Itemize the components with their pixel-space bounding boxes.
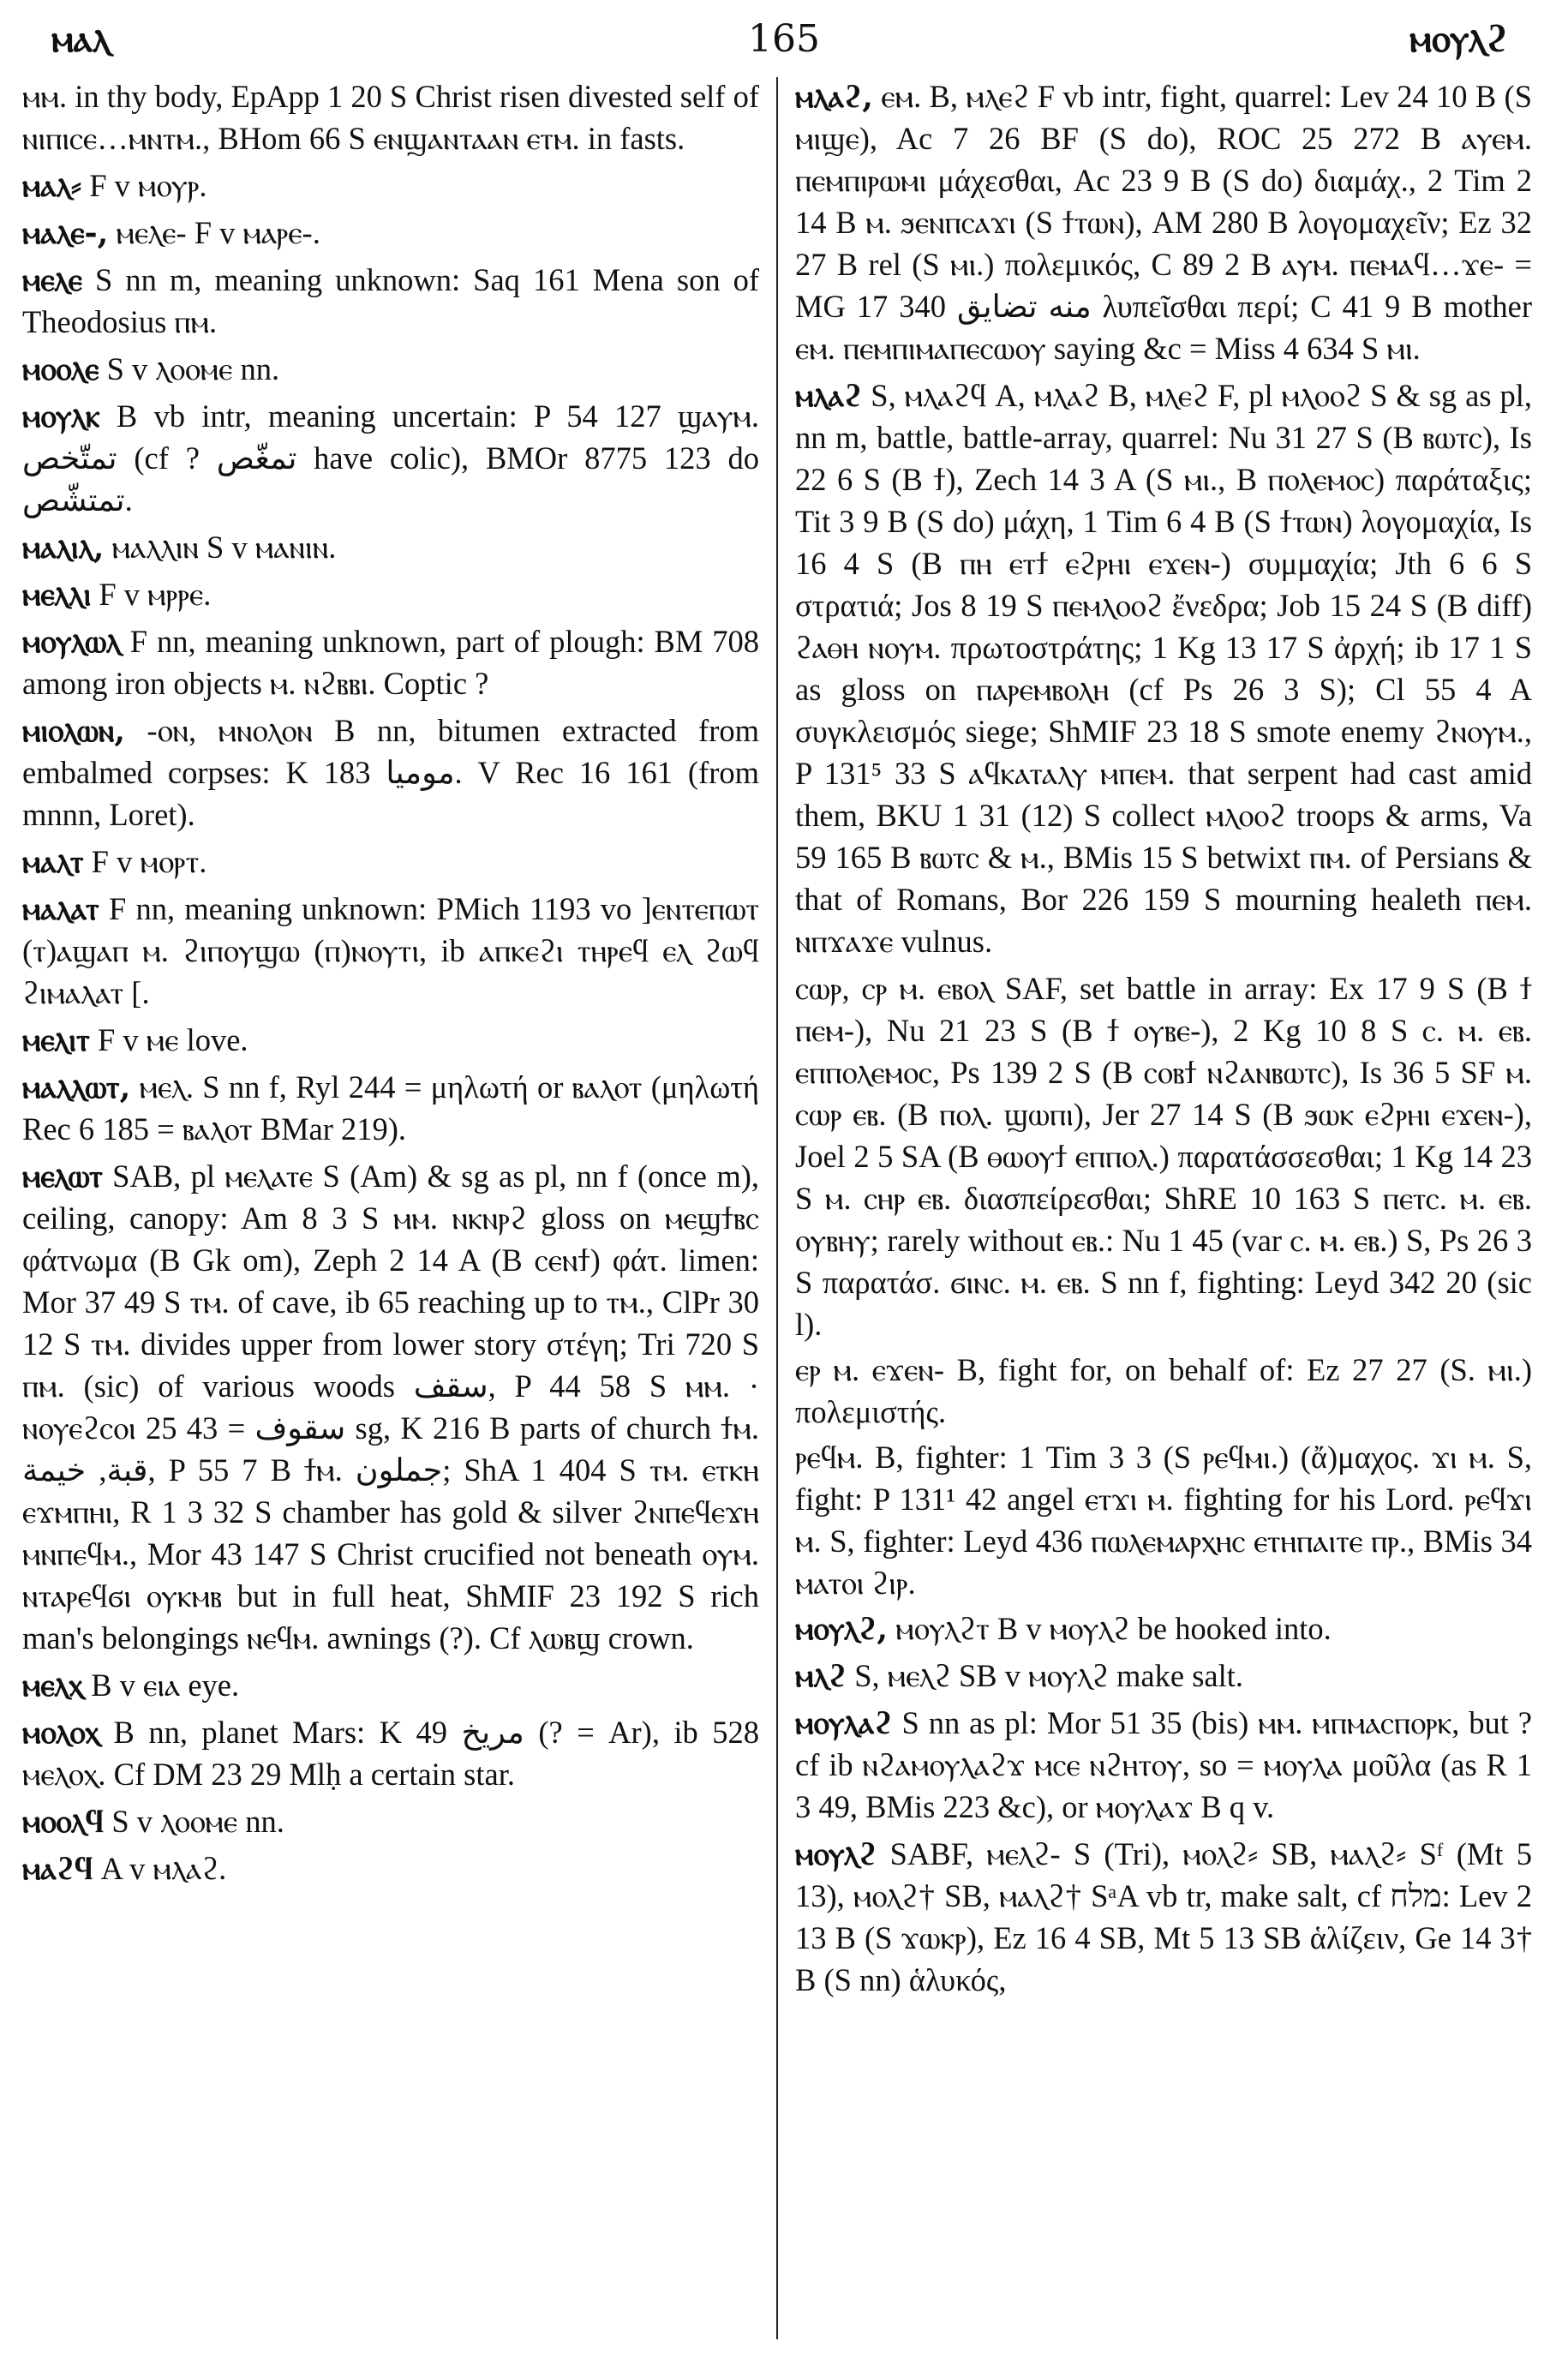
dictionary-entry: ⲙⲉⲗⲭ B v ⲉⲓⲁ eye.: [22, 1667, 240, 1703]
dictionary-entry: ⲙⲉⲗⲗⲓ F v ⲙⲣⲣⲉ.: [22, 576, 212, 613]
right-column: [795, 75, 1532, 2355]
running-head-left: ⲙⲁⲗ: [51, 17, 111, 61]
dictionary-entry: ⲙⲁⲗⲧ F v ⲙⲟⲣⲧ.: [22, 843, 207, 880]
dictionary-entry: ⲙⲗⲁϩ S, ⲙⲗⲁϩϥ A, ⲙⲗⲁϩ B, ⲙⲗⲉϩ F, pl ⲙⲗⲟⲟϩ S & sg as pl, nn m, battle, battle-array, quarrel: Nu 31 27 S (B ⲃⲱⲧⲥ), Is 22 6 S (B ϯ), Zech 14 3 A (S ⲙⲓ., B ⲡⲟⲗⲉⲙⲟⲥ) παράταξις; Tit 3 9 B (S do) μάχη, 1 Tim 6 4 B (S ϯⲧⲱⲛ) λογομαχία, Is 16 4 S (B ⲡⲏ ⲉⲧϯ ⲉϩⲣⲏⲓ ⲉϫⲉⲛ-) συμμαχία; Jth 6 6 S στρατιά; Jos 8 19 S ⲡⲉⲙⲗⲟⲟϩ ἔνεδρα; Job 15 24 S (B diff) ϩⲁⲑⲏ ⲛⲟⲩⲙ. πρωτοστράτης; 1 Kg 13 17 S ἀρχή; ib 17 1 S as gloss on ⲡⲁⲣⲉⲙⲃⲟⲗⲏ (cf Ps 26 3 S); Cl 55 4 A συγκλεισμός siege; ShMIF 23 18 S smote enemy ϩⲛⲟⲩⲙ., P 131⁵ 33 S ⲁϥⲕⲁⲧⲁⲗⲩ ⲙⲡⲉⲙ. that serpent had cast amid them, BKU 1 31 (12) S collect ⲙⲗⲟⲟϩ troops & arms, Va 59 165 B ⲃⲱⲧⲥ & ⲙ., BMis 15 S betwixt ⲡⲙ. of Persians & that of Romans, Bor 226 159 S mourning healeth ⲡⲉⲙ. ⲛⲡϫⲁϫⲉ vulnus.: [795, 377, 1532, 959]
dictionary-entry: ⲙⲟⲩⲗⲕ B vb intr, meaning uncertain: P 54 127 ϣⲁⲩⲙ. تمتّخص (cf ? تمغّص have colic), BMOr 8775 123 do تمتشّص.: [22, 398, 759, 518]
dictionary-entry: ⲙⲁⲗⲁⲧ F nn, meaning unknown: PMich 1193 vo ]ⲉⲛⲧⲉⲡⲱⲧ (ⲧ)ⲁϣⲁⲡ ⲙ. ϩⲓⲡⲟⲩϣⲱ (ⲡ)ⲛⲟⲩⲧⲓ, ib ⲁⲡⲕⲉϩⲓ ⲧⲏⲣⲉϥ ⲉⲗ ϩⲱϥ ϩⲓⲙⲁⲗⲁⲧ [.: [22, 890, 759, 1010]
dictionary-entry: ⲙⲟⲗⲟⲭ B nn, planet Mars: K 49 مريخ (? = Ar), ib 528 ⲙⲉⲗⲟⲭ. Cf DM 23 29 Mlḥ a certain star.: [22, 1714, 759, 1792]
dictionary-entry: ⲙⲟⲩⲗⲱⲗ F nn, meaning unknown, part of plough: BM 708 among iron objects ⲙ. ⲛϩⲃⲃⲓ. Coptic ?: [22, 623, 759, 701]
dictionary-entry: ⲙⲁⲗⲗⲱⲧ, ⲙⲉⲗ. S nn f, Ryl 244 = μηλωτή or ⲃⲁⲗⲟⲧ (μηλωτή Rec 6 185 = ⲃⲁⲗⲟⲧ BMar 219).: [22, 1069, 759, 1147]
dictionary-entry: ⲙⲉⲗⲉ S nn m, meaning unknown: Saq 161 Mena son of Theodosius ⲡⲙ.: [22, 261, 759, 339]
dictionary-entry: ⲙⲁⲗⲉ-, ⲙⲉⲗⲉ- F v ⲙⲁⲣⲉ-.: [22, 214, 320, 251]
dictionary-entry: ⲙⲉⲗⲱⲧ SAB, pl ⲙⲉⲗⲁⲧⲉ S (Am) & sg as pl, nn f (once m), ceiling, canopy: Am 8 3 S ⲙⲙ. ⲛⲕⲛⲣϩ gloss on ⲙⲉϣϯⲃⲥ φάτνωμα (B Gk om), Zeph 2 14 A (B ⲥⲉⲛϯ) φάτ. limen: Mor 37 49 S ⲧⲙ. of cave, ib 65 reaching up to ⲧⲙ., ClPr 30 12 S ⲧⲙ. divides upper from lower story στέγη; Tri 720 S ⲡⲙ. (sic) of various woods سقف, P 44 58 S ⲙⲙ. · ⲛⲟⲩⲉϩⲥⲟⲓ سقوف = 43 25 sg, K 216 B parts of church ϯⲙ. قبة, خيمة, P 55 7 B ϯⲙ. جملون; ShA 1 404 S ⲧⲙ. ⲉⲧⲕⲏ ⲉϫⲙⲡⲏⲓ, R 1 3 32 S chamber has gold & silver ϩⲛⲡⲉϥⲉϫⲏ ⲙⲛⲡⲉϥⲙ., Mor 43 147 S Christ crucified not beneath ⲟⲩⲙ. ⲛⲧⲁⲣⲉϥϭⲓ ⲟⲩⲕⲙⲃ but in full heat, ShMIF 23 192 S rich man's belongings ⲛⲉϥⲙ. awnings (?). Cf ⲗⲱⲃϣ crown.: [22, 1158, 759, 1656]
dictionary-entry: ⲙⲟⲟⲗϥ S v ⲗⲟⲟⲙⲉ nn.: [22, 1803, 284, 1840]
dictionary-subentry: ⲉⲣ ⲙ. ⲉϫⲉⲛ- B, fight for, on behalf of: Ez 27 27 (S. ⲙⲓ.) πολεμιστής.: [795, 1352, 1532, 1429]
dictionary-subentry: ⲣⲉϥⲙ. B, fighter: 1 Tim 3 3 (S ⲣⲉϥⲙⲓ.) (ἄ)μαχος. ϫⲓ ⲙ. S, fight: P 131¹ 42 angel ⲉⲧϫⲓ ⲙ. fighting for his Lord. ⲣⲉϥϫⲓ ⲙ. S, fighter: Leyd 436 ⲡⲱⲗⲉⲙⲁⲣⲭⲏⲥ ⲉⲧⲏⲡⲁⲓⲧⲉ ⲡⲣ., BMis 34 ⲙⲁⲧⲟⲓ ϩⲓⲣ.: [795, 1440, 1532, 1601]
dictionary-subentry: ⲥⲱⲣ, ⲥⲣ ⲙ. ⲉⲃⲟⲗ SAF, set battle in array: Ex 17 9 S (B ϯ ⲡⲉⲙ-), Nu 21 23 S (B ϯ ⲟⲩⲃⲉ-), 2 Kg 10 8 S ⲥ. ⲙ. ⲉⲃ. ⲉⲡⲡⲟⲗⲉⲙⲟⲥ, Ps 139 2 S (B ⲥⲟⲃϯ ⲛϩⲁⲛⲃⲱⲧⲥ), Is 36 5 SF ⲙ. ⲥⲱⲣ ⲉⲃ. (B ⲡⲟⲗ. ϣⲱⲡⲓ), Jer 27 14 S (B ϧⲱⲕ ⲉϩⲣⲏⲓ ⲉϫⲉⲛ-), Joel 2 5 SA (B ⲑⲱⲟⲩϯ ⲉⲡⲡⲟⲗ.) παρατάσσεσθαι; 1 Kg 14 23 S ⲙ. ⲥⲏⲣ ⲉⲃ. διασπείρεσθαι; ShRE 10 163 S ⲡⲉⲧⲥ. ⲙ. ⲉⲃ. ⲟⲩⲃⲏⲩ; rarely without ⲉⲃ.: Nu 1 45 (var ⲥ. ⲙ. ⲉⲃ.) S, Ps 26 3 S παρατάσ. ϭⲓⲛⲥ. ⲙ. ⲉⲃ. S nn f, fighting: Leyd 342 20 (sic l).: [795, 971, 1532, 1342]
dictionary-entry: ⲙⲉⲗⲓⲧ F v ⲙⲉ love.: [22, 1021, 248, 1058]
running-head-right: ⲙⲟⲩⲗϩ: [1409, 17, 1508, 61]
dictionary-entry: ⲙⲓⲟⲗⲱⲛ, -ⲟⲛ, ⲙⲛⲟⲗⲟⲛ B nn, bitumen extracted from embalmed corpses: K 183 موميا. V Rec 16 161 (from mnnn, Loret).: [22, 712, 759, 832]
left-column: [22, 75, 759, 2355]
dictionary-entry: ⲙⲙ. in thy body, EpApp 1 20 S Christ risen divested self of ⲛⲓⲡⲓⲥⲉ…ⲙⲛⲧⲙ., BHom 66 S ⲉⲛϣⲁⲛⲧⲁⲁⲛ ⲉⲧⲙ. in fasts.: [22, 79, 759, 156]
dictionary-entry: ⲙⲟⲩⲗⲁϩ S nn as pl: Mor 51 35 (bis) ⲙⲙ. ⲙⲡⲙⲁⲥⲡⲟⲣⲕ, but ? cf ib ⲛϩⲁⲙⲟⲩⲗⲁϩϫ ⲙⲥⲉ ⲛϩⲏⲧⲟⲩ, so = ⲙⲟⲩⲗⲁ μοῦλα (as R 1 3 49, BMis 223 &c), or ⲙⲟⲩⲗⲁϫ B q v.: [795, 1704, 1532, 1824]
dictionary-entry: ⲙⲁⲗ⸗ F v ⲙⲟⲩⲣ.: [22, 167, 207, 204]
dictionary-entry: ⲙⲁϩϥ A v ⲙⲗⲁϩ.: [22, 1850, 227, 1887]
dictionary-entry: ⲙⲟⲩⲗϩ SABF, ⲙⲉⲗϩ- S (Tri), ⲙⲟⲗϩ⸗ SB, ⲙⲁⲗϩ⸗ Sᶠ (Mt 5 13), ⲙⲟⲗϩ† SB, ⲙⲁⲗϩ† SᵃA vb tr, make salt, cf מלח: Lev 2 13 B (S ϫⲱⲕⲣ), Ez 16 4 SB, Mt 5 13 SB ἁλίζειν, Ge 14 3† B (S nn) ἁλυκός,: [795, 1835, 1532, 1997]
dictionary-entry: ⲙⲟⲟⲗⲉ S v ⲗⲟⲟⲙⲉ nn.: [22, 350, 280, 387]
dictionary-entry: ⲙⲗϩ S, ⲙⲉⲗϩ SB v ⲙⲟⲩⲗϩ make salt.: [795, 1657, 1244, 1694]
dictionary-entry: ⲙⲁⲗⲓⲗ, ⲙⲁⲗⲗⲓⲛ S v ⲙⲁⲛⲓⲛ.: [22, 529, 337, 566]
page-number: 165: [748, 17, 820, 61]
dictionary-entry: ⲙⲟⲩⲗϩ, ⲙⲟⲩⲗϩⲧ B v ⲙⲟⲩⲗϩ be hooked into.: [795, 1610, 1332, 1647]
column-divider: [776, 77, 778, 2339]
page-header: [0, 12, 1568, 72]
dictionary-entry: ⲙⲗⲁϩ, ⲉⲙ. B, ⲙⲗⲉϩ F vb intr, fight, quarrel: Lev 24 10 B (S ⲙⲓϣⲉ), Ac 7 26 BF (S do), ROC 25 272 B ⲁⲩⲉⲙ. ⲡⲉⲙⲡⲓⲣⲱⲙⲓ μάχεσθαι, Ac 23 9 B (S do) διαμάχ., 2 Tim 2 14 B ⲙ. ϧⲉⲛⲡⲥⲁϫⲓ (S ϯⲧⲱⲛ), AM 280 B λογομαχεῖν; Ez 32 27 B rel (S ⲙⲓ.) πολεμικός, C 89 2 B ⲁⲩⲙ. ⲡⲉⲙⲁϥ…ϫⲉ- = MG 17 340 منه تضايق λυπεῖσθαι περί; C 41 9 B mother ⲉⲙ. ⲡⲉⲙⲡⲓⲙⲁⲡⲉⲥⲱⲟⲩ saying &c = Miss 4 634 S ⲙⲓ.: [795, 78, 1532, 366]
